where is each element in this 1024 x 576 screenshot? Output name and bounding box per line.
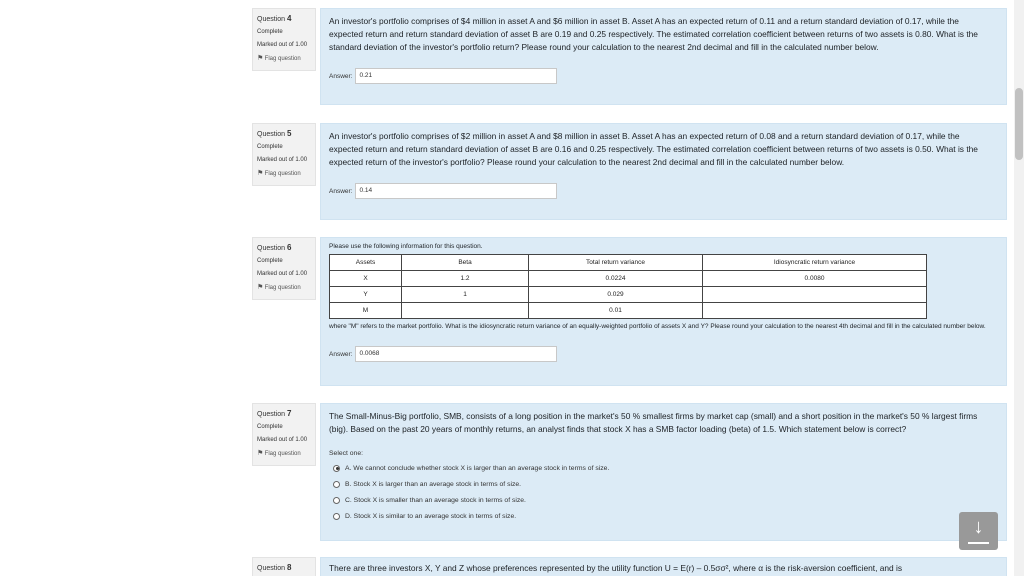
answer-input[interactable]: 0.21	[355, 68, 557, 84]
question-marks: Marked out of 1.00	[257, 157, 308, 163]
download-arrow-icon: ↓	[973, 516, 984, 538]
table-header: Total return variance	[529, 255, 703, 271]
option-d[interactable]	[321, 508, 1006, 524]
question-text: The Small-Minus-Big portfolio, SMB, consists of a long position in the market's 50 % smallest firms by market cap (small) and a short position in the market's 50 % largest firms (big). Based on the past 20 years of monthly returns, an analyst finds that stock X has a SMB factor loading (beta) of 1.5. Which statement below is correct?	[329, 411, 978, 434]
question-label: Question	[257, 411, 286, 418]
question-content	[320, 403, 1007, 541]
radio-button[interactable]	[333, 497, 340, 504]
question-content	[320, 237, 1007, 386]
table-row	[330, 271, 927, 287]
radio-button[interactable]	[333, 481, 340, 488]
question-text: where "M" refers to the market portfolio. What is the idiosyncratic return variance of an equally-weighted portfolio of assets X and Y? Please round your calculation to the nearest 4th decimal and fill in the calculated number below.	[329, 323, 986, 330]
question-info	[252, 403, 316, 466]
question-number: 8	[286, 563, 292, 572]
question-label: Question	[257, 565, 286, 572]
question-status: Complete	[257, 144, 283, 150]
question-content	[320, 123, 1007, 220]
option-a[interactable]	[321, 460, 1006, 476]
table-cell: 0.01	[529, 303, 703, 319]
question-label: Question	[257, 16, 286, 23]
answer-input[interactable]: 0.14	[355, 183, 557, 199]
answer-label: Answer:	[329, 350, 353, 358]
table-header: Beta	[402, 255, 529, 271]
answer-input[interactable]: 0.0068	[355, 346, 557, 362]
table-header-row	[330, 255, 927, 271]
question-intro: Please use the following information for this question.	[329, 243, 483, 250]
option-label[interactable]: A. We cannot conclude whether stock X is larger than an average stock in terms of size.	[345, 464, 610, 472]
answer-label: Answer:	[329, 72, 353, 80]
table-cell: 0.0224	[529, 271, 703, 287]
table-cell: 1.2	[402, 271, 529, 287]
question-info	[252, 8, 316, 71]
option-label[interactable]: C. Stock X is smaller than an average stock in terms of size.	[345, 496, 526, 504]
table-cell: X	[330, 271, 402, 287]
scrollbar-thumb[interactable]	[1015, 88, 1023, 160]
question-info	[252, 557, 316, 576]
question-text: An investor's portfolio comprises of $2 million in asset A and $8 million in asset B. Asset A has an expected return of 0.08 and a return standard deviation of 0.17, while the expected return and return standard deviation of asset B are 0.16 and 0.25 respectively. The estimated correlation coefficient between returns of two assets is 0.50. What is the expected return of the investor's portfolio? Please round your calculation to the nearest 2nd decimal and fill in the calculated number below.	[329, 131, 978, 167]
radio-button[interactable]	[333, 513, 340, 520]
flag-question-link[interactable]: ⚑ Flag question	[257, 52, 311, 66]
question-info	[252, 237, 316, 300]
select-one-label: Select one:	[329, 449, 364, 457]
table-cell: 0.0080	[703, 271, 927, 287]
question-content	[320, 8, 1007, 105]
question-status: Complete	[257, 29, 283, 35]
question-info	[252, 123, 316, 186]
table-cell: 1	[402, 287, 529, 303]
question-number: 5	[286, 129, 292, 138]
table-cell	[402, 303, 529, 319]
question-number: 7	[286, 409, 292, 418]
option-label[interactable]: D. Stock X is similar to an average stock in terms of size.	[345, 512, 517, 520]
question-content	[320, 557, 1007, 576]
question-label: Question	[257, 131, 286, 138]
question-text: There are three investors X, Y and Z whose preferences represented by the utility function U = E(r) – 0.5σσ², where α is the risk-aversion coefficient, and is	[329, 563, 903, 573]
answer-label: Answer:	[329, 187, 353, 195]
flag-icon: ⚑	[257, 284, 264, 291]
table-header: Assets	[330, 255, 402, 271]
table-cell: 0.029	[529, 287, 703, 303]
flag-question-link[interactable]: ⚑ Flag question	[257, 447, 311, 461]
radio-button-selected[interactable]	[333, 465, 340, 472]
table-cell	[703, 303, 927, 319]
question-marks: Marked out of 1.00	[257, 437, 308, 443]
question-status: Complete	[257, 258, 283, 264]
option-label[interactable]: B. Stock X is larger than an average stock in terms of size.	[345, 480, 522, 488]
question-number: 6	[286, 243, 292, 252]
question-marks: Marked out of 1.00	[257, 42, 308, 48]
table-header: Idiosyncratic return variance	[703, 255, 927, 271]
table-row	[330, 303, 927, 319]
flag-icon: ⚑	[257, 450, 264, 457]
question-number: 4	[286, 14, 292, 23]
question-text: An investor's portfolio comprises of $4 million in asset A and $6 million in asset B. Asset A has an expected return of 0.11 and a return standard deviation of 0.17, while the expected return and return standard deviation of asset B are 0.19 and 0.25 respectively. The estimated correlation coefficient between returns of two assets is 0.80. What is the standard deviation of the investor's portfolio return? Please round your calculation to the nearest 2nd decimal and fill in the calculated number below.	[329, 16, 978, 52]
option-b[interactable]	[321, 476, 1006, 492]
question-marks: Marked out of 1.00	[257, 271, 308, 277]
flag-icon: ⚑	[257, 55, 264, 62]
table-cell	[703, 287, 927, 303]
question-status: Complete	[257, 424, 283, 430]
table-cell: M	[330, 303, 402, 319]
table-row	[330, 287, 927, 303]
page-scrollbar[interactable]	[1014, 0, 1024, 576]
data-table	[329, 254, 927, 319]
flag-question-link[interactable]: ⚑ Flag question	[257, 167, 311, 181]
option-c[interactable]	[321, 492, 1006, 508]
download-button[interactable]	[959, 512, 998, 550]
flag-icon: ⚑	[257, 170, 264, 177]
question-label: Question	[257, 245, 286, 252]
flag-question-link[interactable]: ⚑ Flag question	[257, 281, 311, 295]
table-cell: Y	[330, 287, 402, 303]
